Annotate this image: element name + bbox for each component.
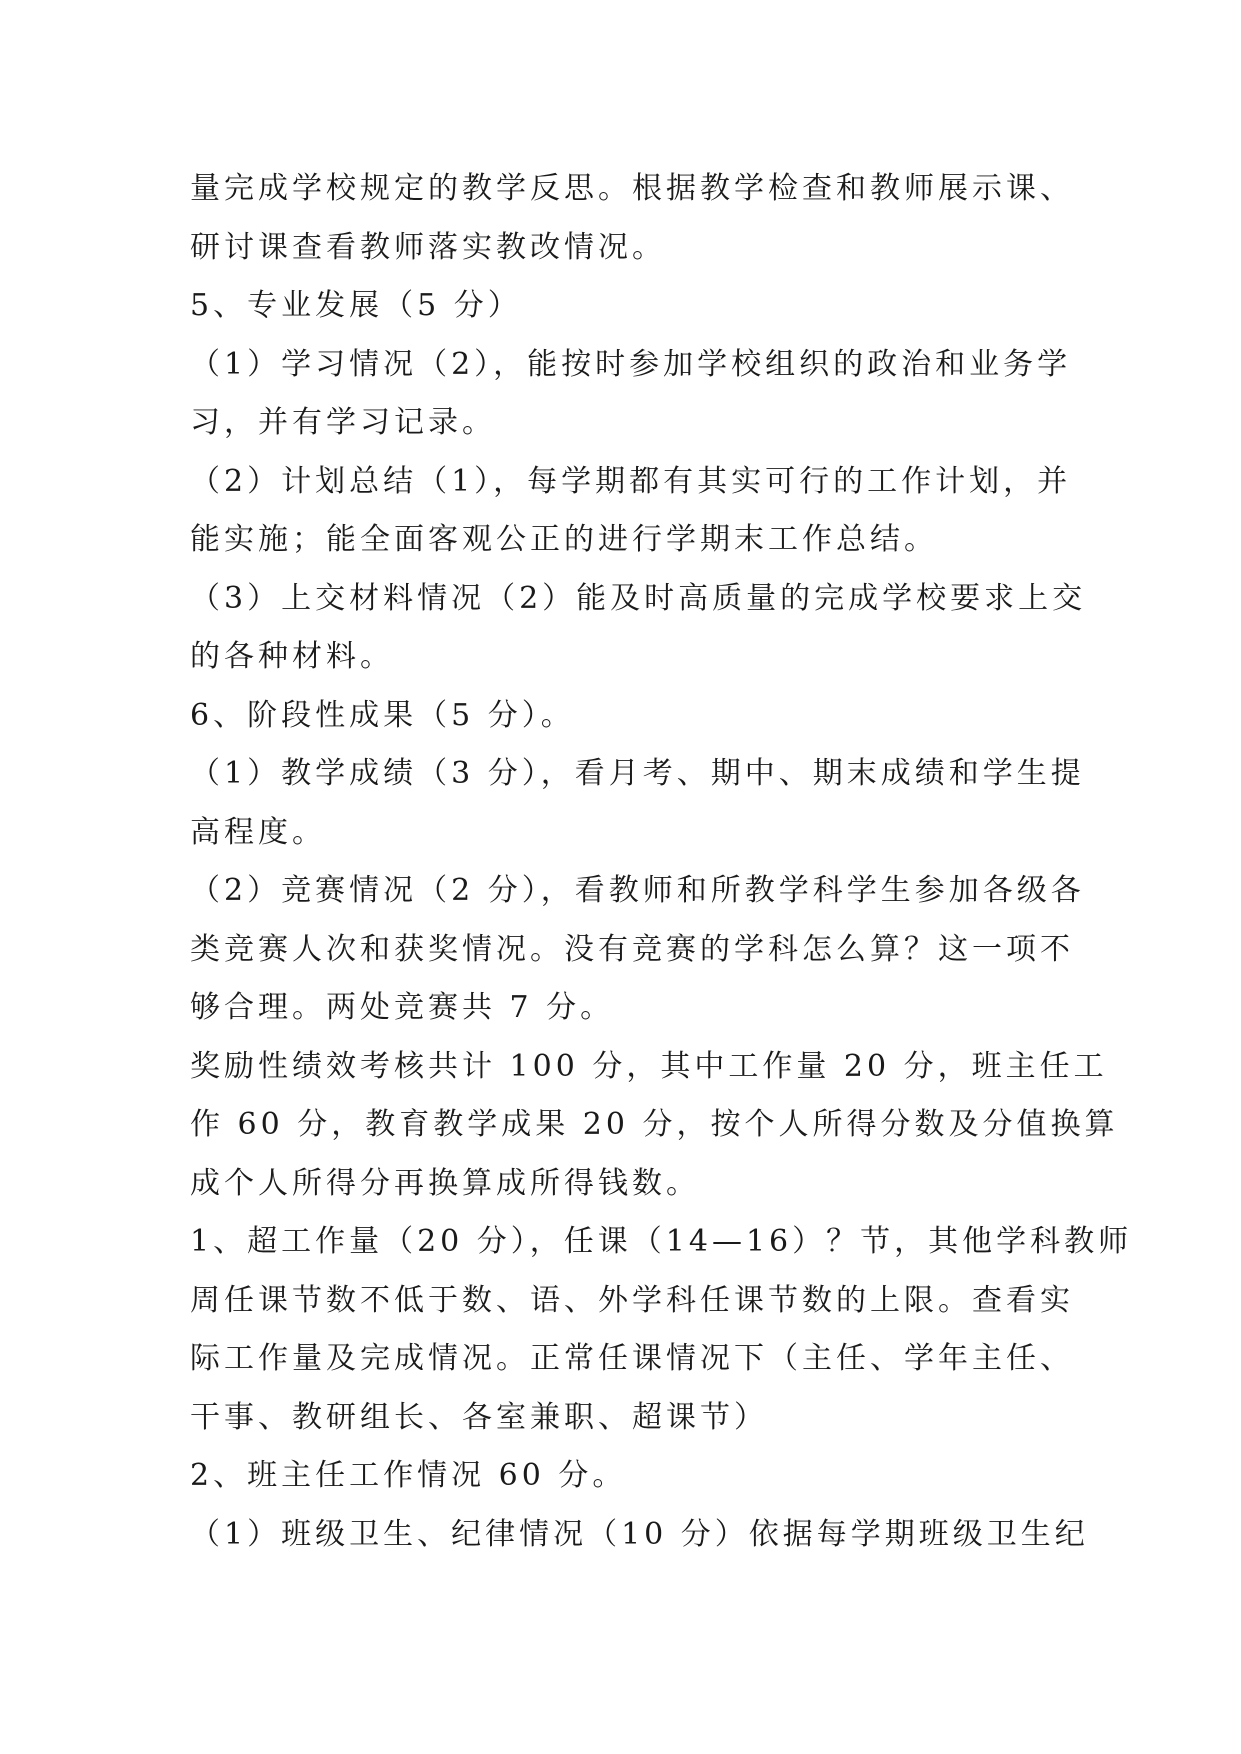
- text-line: 际工作量及完成情况。正常任课情况下（主任、学年主任、: [190, 1341, 1074, 1376]
- text-line: （1）教学成绩（3 分），看月考、期中、期末成绩和学生提: [190, 756, 1085, 791]
- section-heading: 5、专业发展（5 分）: [190, 288, 522, 323]
- text-line: 习，并有学习记录。: [190, 405, 496, 440]
- section-heading: 6、阶段性成果（5 分）。: [190, 697, 575, 733]
- text-line: （2）竞赛情况（2 分），看教师和所教学科学生参加各级各: [190, 873, 1085, 908]
- text-line: （3）上交材料情况（2）能及时高质量的完成学校要求上交: [190, 580, 1087, 616]
- text-line: 奖励性绩效考核共计 100 分，其中工作量 20 分，班主任工: [190, 1048, 1108, 1084]
- text-line: （2）计划总结（1），每学期都有其实可行的工作计划，并: [190, 463, 1072, 499]
- section-heading: 2、班主任工作情况 60 分。: [190, 1458, 627, 1493]
- text-line: 作 60 分，教育教学成果 20 分，按个人所得分数及分值换算: [190, 1107, 1119, 1142]
- text-line: 量完成学校规定的教学反思。根据教学检查和教师展示课、: [190, 171, 1074, 206]
- text-line: 能实施；能全面客观公正的进行学期末工作总结。: [190, 522, 938, 557]
- document-body: [190, 160, 1133, 1564]
- text-line: 的各种材料。: [190, 639, 394, 674]
- text-line: 高程度。: [190, 814, 326, 850]
- text-line: 周任课节数不低于数、语、外学科任课节数的上限。查看实: [190, 1282, 1074, 1318]
- text-line: 成个人所得分再换算成所得钱数。: [190, 1165, 700, 1201]
- text-line: （1）学习情况（2），能按时参加学校组织的政治和业务学: [190, 346, 1072, 382]
- text-line: 类竞赛人次和获奖情况。没有竞赛的学科怎么算？这一项不: [190, 931, 1074, 967]
- text-line: 研讨课查看教师落实教改情况。: [190, 229, 666, 265]
- section-heading: 1、超工作量（20 分），任课（14—16）？节，其他学科教师: [190, 1224, 1133, 1259]
- text-line: （1）班级卫生、纪律情况（10 分）依据每学期班级卫生纪: [190, 1516, 1089, 1552]
- text-line: 干事、教研组长、各室兼职、超课节）: [190, 1399, 768, 1435]
- text-line: 够合理。两处竞赛共 7 分。: [190, 990, 615, 1025]
